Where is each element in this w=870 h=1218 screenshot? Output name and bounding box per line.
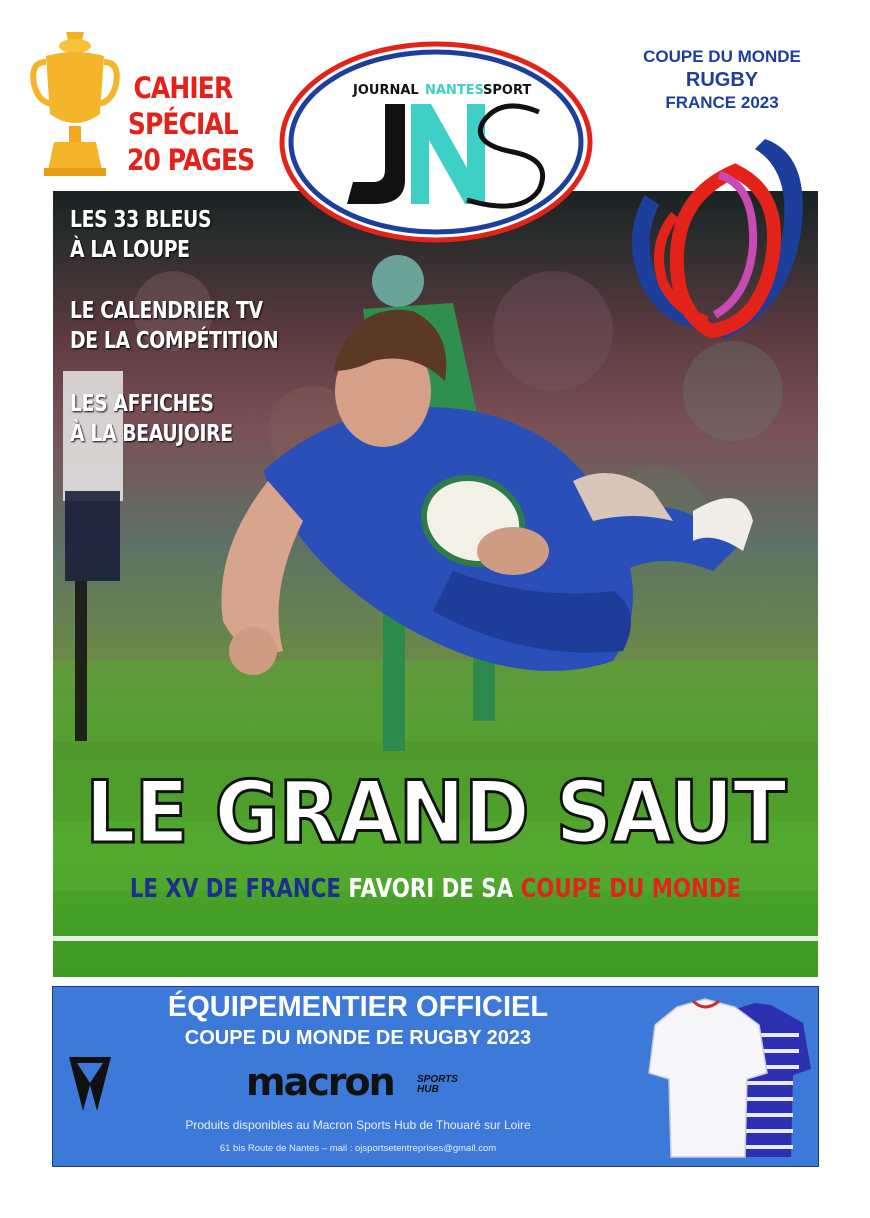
ad-address: 61 bis Route de Nantes – mail : ojsportsetentreprises@gmail.com xyxy=(219,1143,497,1154)
ad-products-text: Produits disponibles au Macron Sports Hub de Thouaré sur Loire xyxy=(185,1118,531,1132)
jns-logo xyxy=(277,40,595,244)
bullet-line: À LA LOUPE xyxy=(70,237,190,263)
cover-bullet-squad xyxy=(70,205,211,265)
journal-name-part3: SPORT xyxy=(483,83,532,98)
bullet-line: LES AFFICHES xyxy=(70,391,214,417)
subheadline-part1: LE XV DE FRANCE xyxy=(129,874,341,904)
special-issue-line: 20 PAGES xyxy=(127,143,255,177)
event-line: FRANCE 2023 xyxy=(665,93,779,112)
subheadline-part2: FAVORI DE SA xyxy=(348,874,514,904)
ad-title: ÉQUIPEMENTIER OFFICIEL xyxy=(167,991,549,1023)
bullet-line: DE LA COMPÉTITION xyxy=(70,328,279,354)
tag-line: HUB xyxy=(417,1084,439,1095)
macron-brand: macron xyxy=(246,1060,394,1104)
trophy-icon xyxy=(28,28,132,180)
bullet-line: LE CALENDRIER TV xyxy=(70,298,263,324)
headline: LE GRAND SAUT xyxy=(85,763,786,863)
bullet-line: LES 33 BLEUS xyxy=(70,207,212,233)
subheadline xyxy=(122,872,749,906)
special-issue-line: CAHIER xyxy=(133,71,233,105)
event-line: RUGBY xyxy=(685,69,759,91)
journal-name-part2: NANTES xyxy=(425,83,484,98)
bullet-line: À LA BEAUJOIRE xyxy=(70,421,233,447)
cover-bullet-matches xyxy=(70,389,233,449)
tag-line: SPORTS xyxy=(417,1074,458,1085)
subheadline-part3: COUPE DU MONDE xyxy=(520,874,742,904)
event-line: COUPE DU MONDE xyxy=(643,47,801,66)
journal-name-part1: JOURNAL xyxy=(353,83,419,98)
special-issue-label xyxy=(127,70,255,178)
pitch-line xyxy=(53,936,818,941)
event-title xyxy=(612,46,832,114)
macron-logo-icon xyxy=(67,1053,113,1113)
special-issue-line: SPÉCIAL xyxy=(127,107,238,141)
jerseys-image xyxy=(643,995,813,1160)
cover-bullet-tv xyxy=(70,296,278,356)
sports-hub-tag xyxy=(417,1075,458,1095)
rugby-world-cup-logo xyxy=(615,135,811,343)
sponsor-banner[interactable] xyxy=(52,986,819,1167)
ad-subtitle: COUPE DU MONDE DE RUGBY 2023 xyxy=(184,1027,532,1049)
